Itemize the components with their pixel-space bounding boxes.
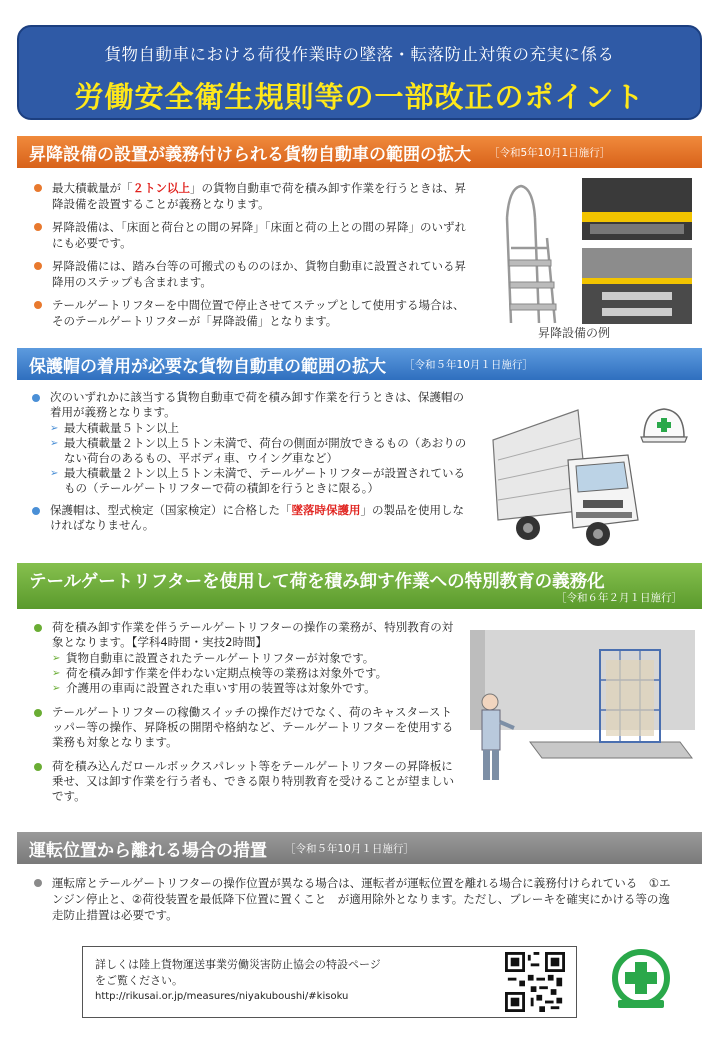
sublist-item: ➢ 最大積載量５トン以上 — [50, 421, 179, 435]
safety-helmet-icon — [640, 405, 688, 447]
reference-text-line1: 詳しくは陸上貨物運送事業労働災害防止協会の特設ページ — [95, 958, 381, 971]
section-4-effective-date: ［令和５年10月１日施行］ — [285, 842, 414, 855]
page-header — [17, 25, 702, 120]
header-subtitle: 貨物自動車における荷役作業時の墜落・転落防止対策の充実に係る — [104, 45, 615, 64]
sublist-item: ➢ 貨物自動車に設置されたテールゲートリフターが対象です。 — [52, 651, 375, 665]
list-item: 昇降設備には、踏み台等の可搬式のもののほか、貨物自動車に設置されている昇降用のステップも含まれます。 — [32, 258, 472, 290]
arrow-icon: ➢ — [50, 438, 59, 449]
bullet-dot — [34, 709, 42, 717]
section-3-heading — [17, 563, 702, 609]
section-1-bullets — [32, 180, 472, 336]
list-item: テールゲートリフターの稼働スイッチの操作だけでなく、荷のキャスターストッパー等の操作、昇降板の開閉や格納など、テールゲートリフターを使用する業務も対象となります。 — [32, 705, 460, 750]
list-item: 次のいずれかに該当する貨物自動車で荷を積み卸す作業を行うときは、保護帽の着用が義務となります。 ➢ 最大積載量５トン以上 ➢ 最大積載量２トン以上５トン未満で、荷台の側面が開放できるもの（あおりのない荷台のあるもの、平ボディ車、ウイング車など） ➢ 最大積載量２トン以上５トン未満で、テールゲートリフターが設置されているもの（テールゲートリフターで荷の積卸を行うときに限る。） — [30, 390, 475, 496]
association-logo-icon — [608, 948, 674, 1014]
bullet-dot — [32, 394, 40, 402]
bullet-dot — [34, 624, 42, 632]
sublist-item: ➢ 介護用の車両に設置された車いす用の装置等は対象外です。 — [52, 681, 376, 695]
reference-url-link[interactable]: http://rikusai.or.jp/measures/niyakuboushi/#kisoku — [95, 991, 349, 1002]
section-1-title: 昇降設備の設置が義務付けられる貨物自動車の範囲の拡大 — [29, 144, 471, 165]
section-2-bullets — [30, 390, 475, 540]
list-item: 保護帽は、型式検定（国家検定）に合格した「墜落時保護用」の製品を使用しなければなりません。 — [30, 503, 475, 533]
list-item: 最大積載量が「２トン以上」の貨物自動車で荷を積み卸す作業を行うときは、昇降設備を設置することが義務となります。 — [32, 180, 472, 212]
arrow-icon: ➢ — [52, 683, 61, 694]
section-4-heading — [17, 832, 702, 864]
section-2-heading — [17, 348, 702, 380]
list-item: 荷を積み卸す作業を伴うテールゲートリフターの操作の業務が、特別教育の対象となります。【学科4時間・実技2時間】 ➢ 貨物自動車に設置されたテールゲートリフターが対象です。 ➢ 荷を積み卸す作業を伴わない定期点検等の業務は対象外です。 ➢ 介護用の車両に設置された車いす用の装置等は対象外です。 — [32, 620, 460, 696]
section-1-image-caption: 昇降設備の例 — [538, 326, 611, 340]
section-4-bullets — [32, 875, 677, 930]
reference-text-line2: をご覧ください。 — [95, 974, 183, 987]
arrow-icon: ➢ — [52, 668, 61, 679]
bullet-dot — [34, 262, 42, 270]
bullet-dot — [32, 507, 40, 515]
section-4-title: 運転位置から離れる場合の措置 — [29, 840, 267, 861]
list-item: テールゲートリフターを中間位置で停止させてステップとして使用する場合は、そのテールゲートリフターが「昇降設備」となります。 — [32, 297, 472, 329]
list-item: 荷を積み込んだロールボックスパレット等をテールゲートリフターの昇降板に乗せ、又は卸す作業を行う者も、できる限り特別教育を受けることが望ましいです。 — [32, 759, 460, 804]
list-item: 運転席とテールゲートリフターの操作位置が異なる場合は、運転者が運転位置を離れる場合に義務付けられている ①エンジン停止と、②荷役装置を最低降下位置に置くこと が適用除外となります。ただし、ブレーキを確実にかける等の逸走防止措置は必要です。 — [32, 875, 677, 923]
bullet-dot — [34, 301, 42, 309]
bullet-dot — [34, 763, 42, 771]
section-3-title: テールゲートリフターを使用して荷を積み卸す作業への特別教育の義務化 — [29, 572, 605, 592]
section-2-effective-date: ［令和５年10月１日施行］ — [404, 358, 533, 371]
list-item: 昇降設備は、「床面と荷台との間の昇降」「床面と荷の上との間の昇降」のいずれにも必要です。 — [32, 219, 472, 251]
section-3-bullets — [32, 620, 460, 811]
truck-step-photo-2 — [582, 248, 692, 324]
bullet-dot — [34, 184, 42, 192]
section-3-sublist — [52, 651, 460, 696]
sublist-item: ➢ 最大積載量２トン以上５トン未満で、テールゲートリフターが設置されているもの（テールゲートリフターで荷の積卸を行うときに限る。） — [50, 466, 466, 495]
section-1-heading — [17, 136, 702, 168]
truck-step-photo-1 — [582, 178, 692, 240]
section-3-effective-date: ［令和６年２月１日施行］ — [556, 592, 682, 604]
section-2-sublist — [50, 421, 475, 496]
bullet-dot — [34, 879, 42, 887]
truck-illustration — [488, 400, 643, 550]
arrow-icon: ➢ — [52, 653, 61, 664]
sublist-item: ➢ 最大積載量２トン以上５トン未満で、荷台の側面が開放できるもの（あおりのない荷台のあるもの、平ボディ車、ウイング車など） — [50, 436, 467, 465]
arrow-icon: ➢ — [50, 423, 59, 434]
portable-step-ladder-illustration — [495, 178, 565, 328]
section-2-title: 保護帽の着用が必要な貨物自動車の範囲の拡大 — [29, 356, 386, 377]
sublist-item: ➢ 荷を積み卸す作業を伴わない定期点検等の業務は対象外です。 — [52, 666, 388, 680]
reference-box — [82, 946, 577, 1018]
qr-code-icon[interactable] — [505, 952, 565, 1012]
arrow-icon: ➢ — [50, 468, 59, 479]
tailgate-lifter-illustration — [470, 630, 695, 790]
header-title: 労働安全衛生規則等の一部改正のポイント — [74, 80, 645, 114]
section-1-effective-date: ［令和5年10月1日施行］ — [489, 146, 611, 159]
bullet-dot — [34, 223, 42, 231]
